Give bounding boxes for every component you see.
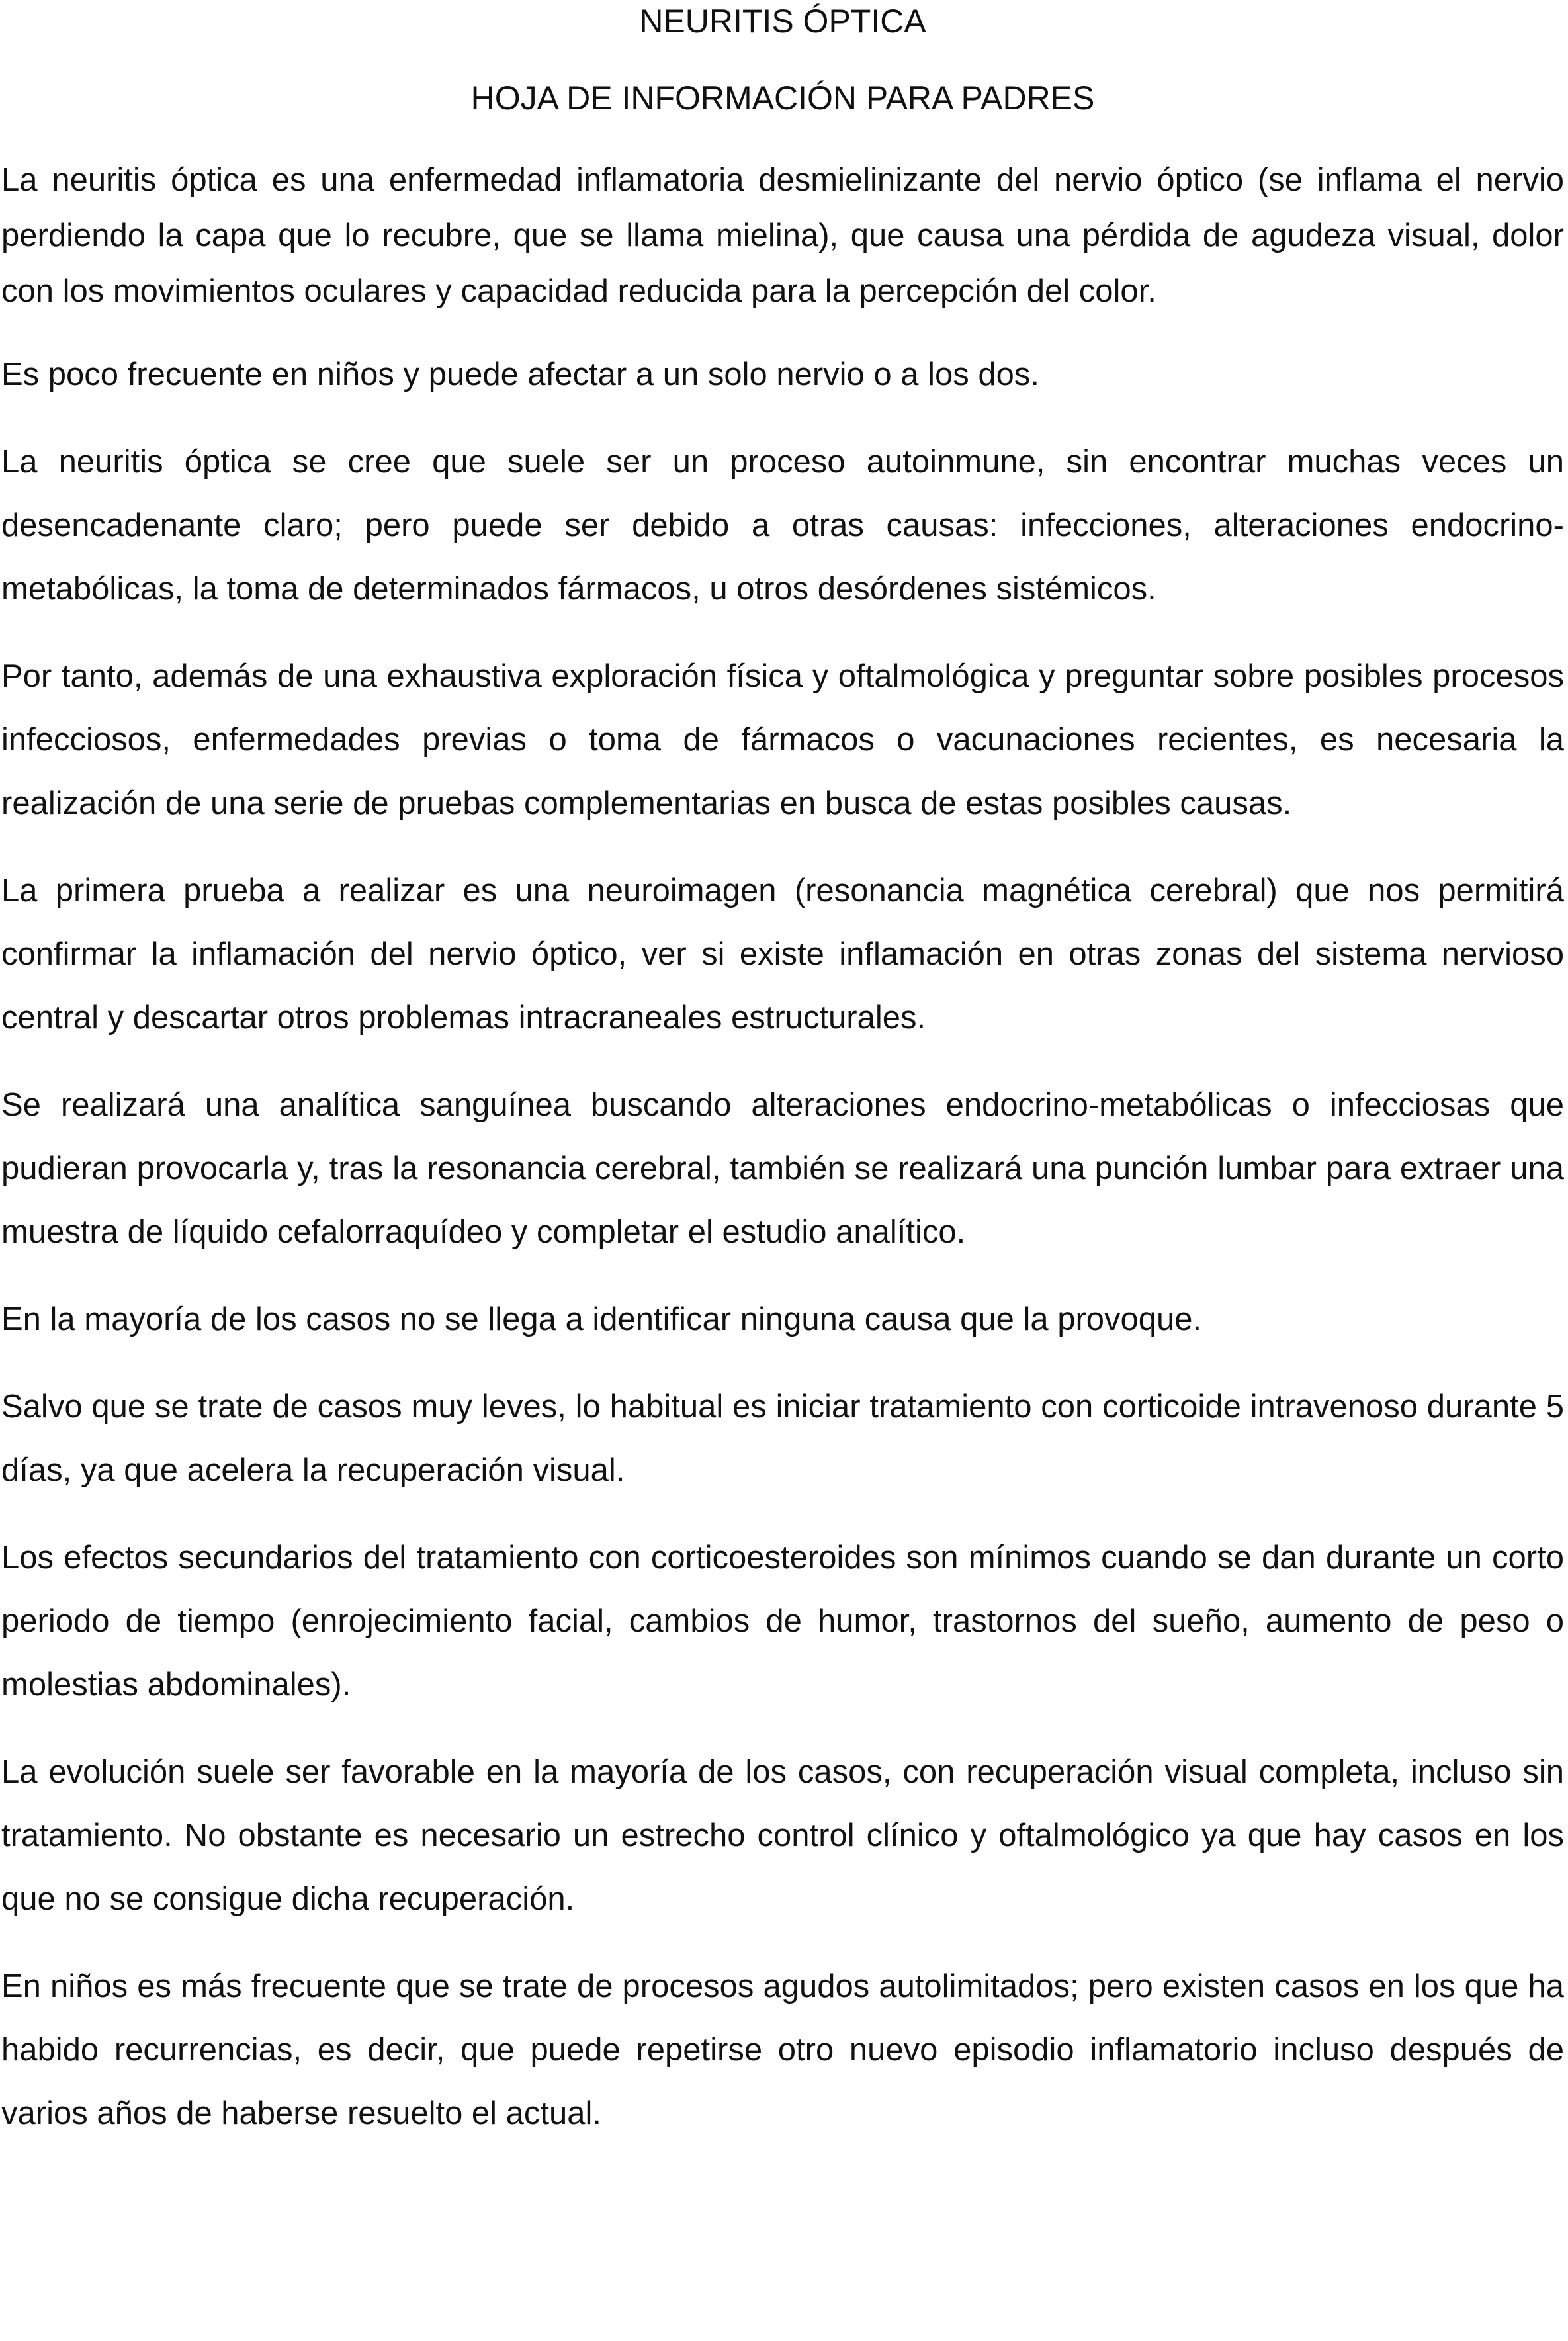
paragraph-frequency: Es poco frecuente en niños y puede afectar a un solo nervio o a los dos.	[1, 357, 1040, 392]
paragraph-exploration: Por tanto, además de una exhaustiva exploración física y oftalmológica y preguntar sobre posibles procesos infecciosos, enfermedades previas o toma de fármacos o vacunaciones recientes, es necesaria la realización de una serie de pruebas complementarias en busca de estas posibles causas.	[1, 658, 1564, 821]
paragraph-causes: La neuritis óptica se cree que suele ser un proceso autoinmune, sin encontrar muchas veces un desencadenante claro; pero puede ser debido a otras causas: infecciones, alteraciones endocrino-metabólicas, la toma de determinados fármacos, u otros desórdenes sistémicos.	[1, 444, 1564, 607]
document-body	[1, 152, 1564, 2145]
paragraph-treatment: Salvo que se trate de casos muy leves, lo habitual es iniciar tratamiento con corticoide intravenoso durante 5 días, ya que acelera la recuperación visual.	[1, 1389, 1564, 1488]
document-subtitle: HOJA DE INFORMACIÓN PARA PADRES	[470, 79, 1095, 116]
paragraph-analysis: Se realizará una analítica sanguínea buscando alteraciones endocrino-metabólicas o infecciosas que pudieran provocarla y, tras la resonancia cerebral, también se realizará una punción lumbar para extraer una muestra de líquido cefalorraquídeo y completar el estudio analítico.	[1, 1087, 1564, 1250]
paragraph-side-effects: Los efectos secundarios del tratamiento con corticoesteroides son mínimos cuando se dan durante un corto periodo de tiempo (enrojecimiento facial, cambios de humor, trastornos del sueño, aumento de peso o molestias abdominales).	[1, 1540, 1564, 1702]
paragraph-unknown-cause: En la mayoría de los casos no se llega a identificar ninguna causa que la provoque.	[1, 1302, 1202, 1337]
paragraph-recurrence: En niños es más frecuente que se trate de procesos agudos autolimitados; pero existen casos en los que ha habido recurrencias, es decir, que puede repetirse otro nuevo episodio inflamatorio incluso después de varios años de haberse resuelto el actual.	[1, 1968, 1564, 2131]
paragraph-neuroimaging: La primera prueba a realizar es una neuroimagen (resonancia magnética cerebral) que nos permitirá confirmar la inflamación del nervio óptico, ver si existe inflamación en otras zonas del sistema nervioso central y descartar otros problemas intracraneales estructurales.	[1, 873, 1564, 1036]
paragraph-definition: La neuritis óptica es una enfermedad inflamatoria desmielinizante del nervio óptico (se inflama el nervio perdiendo la capa que lo recubre, que se llama mielina), que causa una pérdida de agudeza visual, dolor con los movimientos oculares y capacidad reducida para la percepción del color.	[1, 162, 1564, 309]
document-title: NEURITIS ÓPTICA	[639, 3, 926, 40]
paragraph-evolution: La evolución suele ser favorable en la mayoría de los casos, con recuperación visual completa, incluso sin tratamiento. No obstante es necesario un estrecho control clínico y oftalmológico ya que hay casos en los que no se consigue dicha recuperación.	[1, 1754, 1564, 1917]
